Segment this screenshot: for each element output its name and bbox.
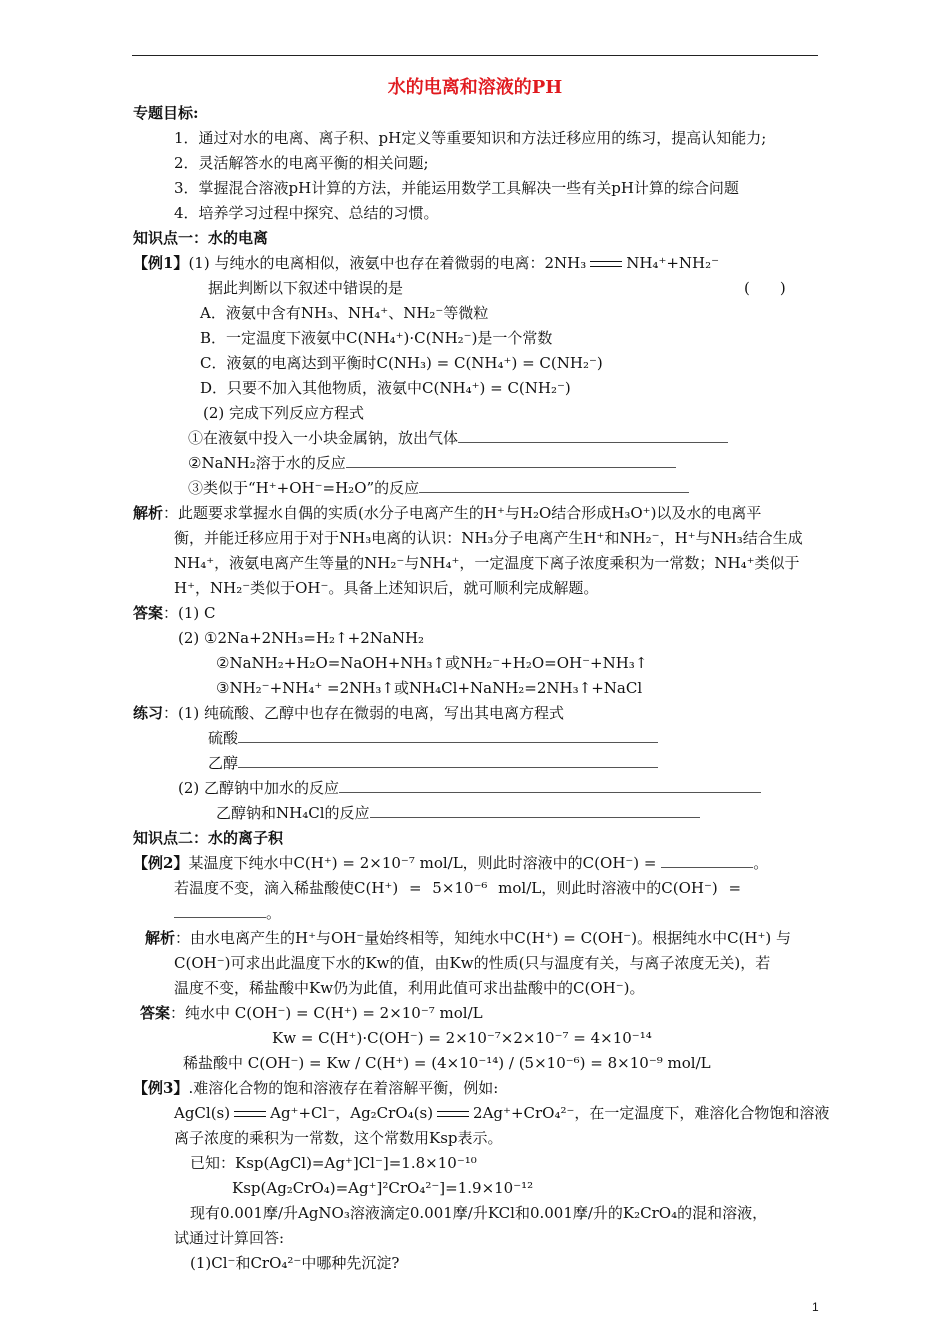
sub-question [188, 478, 689, 500]
example-text: Ag⁺+Cl⁻，Ag₂CrO₄(s) [270, 1104, 434, 1122]
example-3-line: 现有0.001摩/升AgNO₃溶液滴定0.001摩/升KCl和0.001摩/升的K₂CrO₄的混和溶液， [190, 1204, 768, 1222]
example-3-line: 试通过计算回答: [174, 1229, 285, 1247]
goal-item: 1．通过对水的电离、离子积、pH定义等重要知识和方法迁移应用的练习，提高认知能力; [174, 129, 767, 147]
practice-line [133, 703, 564, 725]
answer-bracket: ( ) [744, 279, 786, 297]
page-title: 水的电离和溶液的PH [387, 77, 563, 98]
practice-item-text: 硫酸 [208, 729, 239, 747]
answer-blank [458, 430, 728, 443]
equilibrium-arrow-icon [234, 1108, 266, 1120]
example-3-line: Ksp(Ag₂CrO₄)=Ag⁺]²CrO₄²⁻]=1.9×10⁻¹² [232, 1179, 534, 1197]
practice-item-text: 乙醇钠和NH₄Cl的反应 [216, 804, 370, 822]
analysis-2-line: C(OH⁻)可求出此温度下水的Kw的值，由Kw的性质(只与温度有关，与离子浓度无关)，若 [174, 954, 771, 972]
practice-text: ：(1) 纯硫酸、乙醇中也存在微弱的电离，写出其电离方程式 [163, 704, 565, 722]
section-heading: 知识点一：水的电离 [133, 229, 269, 247]
analysis-label: 解析 [133, 504, 164, 522]
answer-2-line [140, 1003, 483, 1025]
analysis-text: ：此题要求掌握水自偶的实质(水分子电离产生的H⁺与H₂O结合形成H₃O⁺)以及水的电离平 [163, 504, 762, 522]
option-d: D．只要不加入其他物质，液氨中C(NH₄⁺) = C(NH₂⁻) [200, 379, 571, 397]
analysis-2-line: 温度不变，稀盐酸中Kw仍为此值，利用此值可求出盐酸中的C(OH⁻)。 [174, 979, 645, 997]
practice-item-text: (2) 乙醇钠中加水的反应 [178, 779, 340, 797]
example-2-line [133, 853, 768, 875]
analysis-1-line: H⁺，NH₂⁻类似于OH⁻。具备上述知识后，就可顺利完成解题。 [174, 579, 599, 597]
example-label: 【例1】 [133, 254, 189, 272]
example-text: 某温度下纯水中C(H⁺) = 2×10⁻⁷ mol/L，则此时溶液中的C(OH⁻) = [188, 854, 657, 872]
practice-item [216, 803, 700, 825]
answer-1-line [133, 603, 216, 625]
section-heading: 知识点二：水的离子积 [133, 829, 284, 847]
practice-item [178, 778, 761, 800]
example-text: (1) 与纯水的电离相似，液氨中也存在着微弱的电离：2NH₃ [188, 254, 587, 272]
sub-question-text: ③类似于“H⁺+OH⁻=H₂O”的反应 [188, 479, 420, 497]
header-rule [132, 55, 818, 56]
answer-blank [370, 805, 700, 818]
analysis-label: 解析 [145, 929, 176, 947]
example-2-line: 若温度不变，滴入稀盐酸使C(H⁺) = 5×10⁻⁶ mol/L，则此时溶液中的C(OH⁻) = [174, 879, 742, 897]
analysis-1-line [133, 503, 761, 525]
example-2-line [174, 903, 281, 925]
sub-question-text: ②NaNH₂溶于水的反应 [188, 454, 346, 472]
answer-blank [238, 755, 658, 768]
equilibrium-arrow-icon [437, 1108, 469, 1120]
goal-item: 4．培养学习过程中探究、总结的习惯。 [174, 204, 439, 222]
option-c: C．液氨的电离达到平衡时C(NH₃) = C(NH₄⁺) = C(NH₂⁻) [200, 354, 603, 372]
goal-item: 3．掌握混合溶液pH计算的方法，并能运用数学工具解决一些有关pH计算的综合问题 [174, 179, 739, 197]
answer-blank [346, 455, 676, 468]
answer-2-line: Kw = C(H⁺)·C(OH⁻) = 2×10⁻⁷×2×10⁻⁷ = 4×10⁻¹⁴ [272, 1029, 652, 1047]
example-text: .难溶化合物的饱和溶液存在着溶解平衡，例如: [188, 1079, 499, 1097]
answer-label: 答案 [133, 604, 164, 622]
sub-question-text: ①在液氨中投入一小块金属钠，放出气体 [188, 429, 459, 447]
option-a: A．液氨中含有NH₃、NH₄⁺、NH₂⁻等微粒 [200, 304, 489, 322]
answer-1-line: ③NH₂⁻+NH₄⁺ =2NH₃↑或NH₄Cl+NaNH₂=2NH₃↑+NaCl [216, 679, 643, 697]
example-1-part2: (2) 完成下列反应方程式 [203, 404, 365, 422]
practice-item [208, 728, 658, 750]
example-3-line [133, 1078, 498, 1100]
option-b: B．一定温度下液氨中C(NH₄⁺)·C(NH₂⁻)是一个常数 [200, 329, 553, 347]
page-number: 1 [812, 1300, 819, 1314]
practice-label: 练习 [133, 704, 164, 722]
practice-item [208, 753, 658, 775]
answer-text: ：纯水中 C(OH⁻) = C(H⁺) = 2×10⁻⁷ mol/L [170, 1004, 483, 1022]
answer-blank [661, 855, 753, 868]
example-label: 【例3】 [133, 1079, 189, 1097]
goals-heading: 专题目标: [133, 104, 199, 122]
practice-item-text: 乙醇 [208, 754, 239, 772]
answer-2-line: 稀盐酸中 C(OH⁻) = Kw / C(H⁺) = (4×10⁻¹⁴) / (5×10⁻⁶) = 8×10⁻⁹ mol/L [183, 1054, 711, 1072]
equilibrium-arrow-icon [590, 258, 622, 270]
example-text: 2Ag⁺+CrO₄²⁻，在一定温度下，难溶化合物饱和溶液 [473, 1104, 830, 1122]
analysis-2-line [145, 928, 791, 950]
goal-item: 2．灵活解答水的电离平衡的相关问题; [174, 154, 429, 172]
example-text: 。 [266, 904, 282, 922]
example-3-question: (1)Cl⁻和CrO₄²⁻中哪种先沉淀? [190, 1254, 400, 1272]
answer-1-line: (2) ①2Na+2NH₃=H₂↑+2NaNH₂ [178, 629, 425, 647]
sub-question [188, 453, 676, 475]
answer-label: 答案 [140, 1004, 171, 1022]
sub-question [188, 428, 728, 450]
example-text: 。 [753, 854, 769, 872]
answer-text: ：(1) C [163, 604, 216, 622]
answer-blank [238, 730, 658, 743]
example-1-intro [133, 253, 719, 275]
example-3-line [174, 1103, 829, 1125]
example-3-line: 已知：Ksp(AgCl)=Ag⁺]Cl⁻]=1.8×10⁻¹⁰ [190, 1154, 477, 1172]
answer-blank [339, 780, 761, 793]
answer-blank [174, 905, 266, 918]
example-3-line: 离子浓度的乘积为一常数，这个常数用Ksp表示。 [174, 1129, 503, 1147]
analysis-text: ：由水电离产生的H⁺与OH⁻量始终相等，知纯水中C(H⁺) = C(OH⁻)。根据纯水中C(H⁺) 与 [175, 929, 792, 947]
example-text: NH₄⁺+NH₂⁻ [626, 254, 720, 272]
answer-blank [419, 480, 689, 493]
example-text: AgCl(s) [174, 1104, 231, 1122]
example-1-question: 据此判断以下叙述中错误的是 [208, 279, 404, 297]
analysis-1-line: NH₄⁺，液氨电离产生等量的NH₂⁻与NH₄⁺，一定温度下离子浓度乘积为一常数；NH₄⁺类似于 [174, 554, 800, 572]
example-label: 【例2】 [133, 854, 189, 872]
analysis-1-line: 衡，并能迁移应用于对于NH₃电离的认识：NH₃分子电离产生H⁺和NH₂⁻，H⁺与NH₃结合生成 [174, 529, 803, 547]
answer-1-line: ②NaNH₂+H₂O=NaOH+NH₃↑或NH₂⁻+H₂O=OH⁻+NH₃↑ [216, 654, 648, 672]
